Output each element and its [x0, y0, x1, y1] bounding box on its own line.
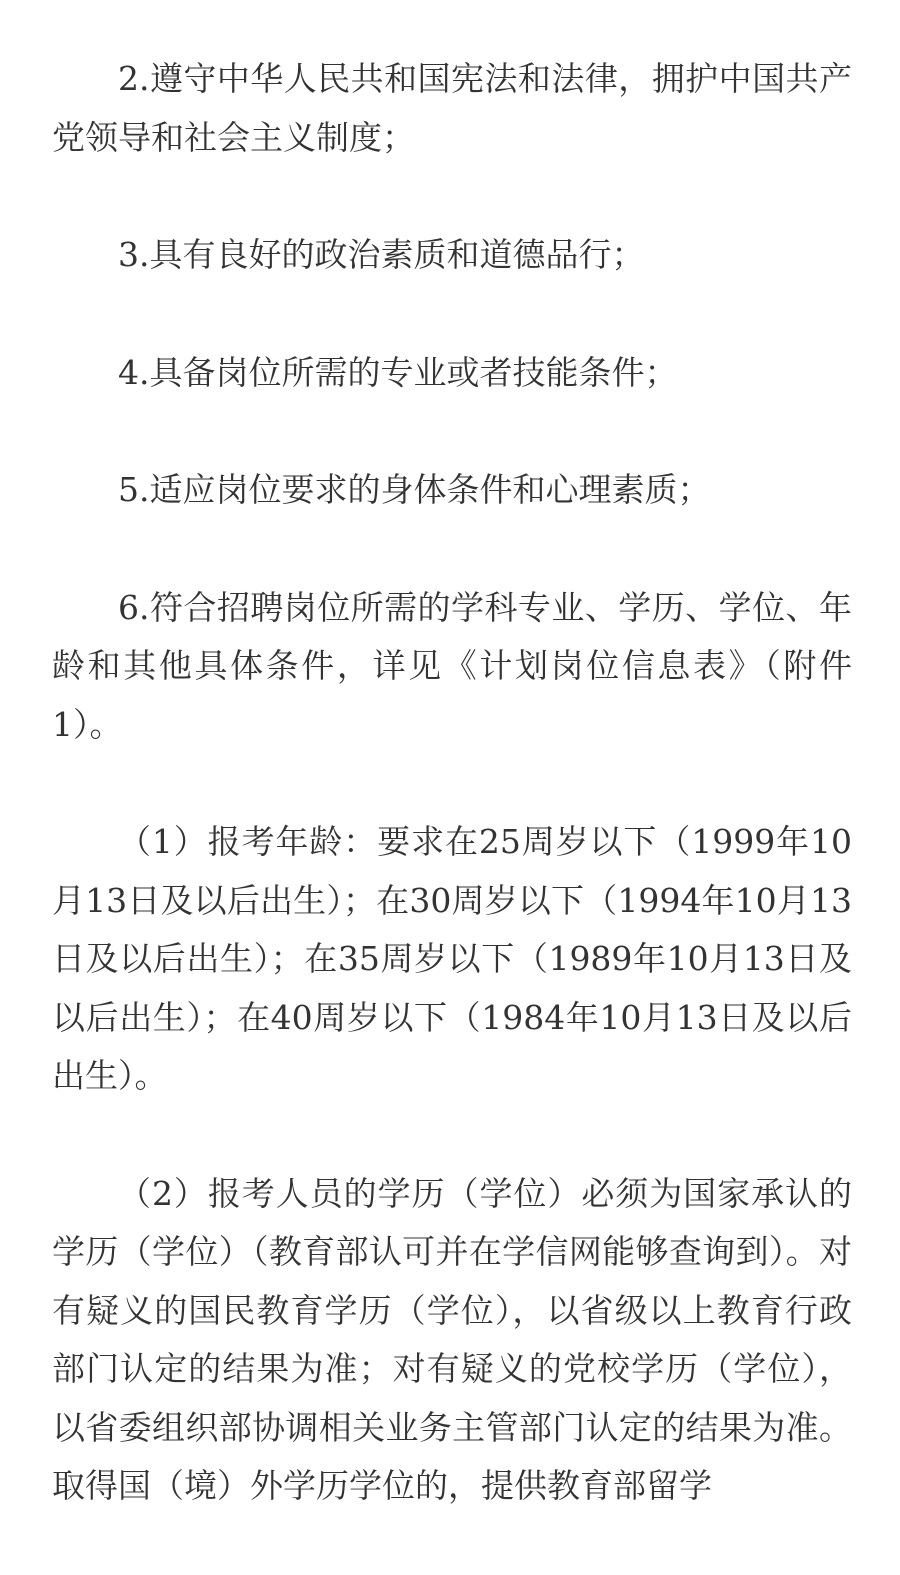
article-body: [52, 50, 852, 1575]
age-requirement-paragraph: （1）报考年龄：要求在25周岁以下（1999年10月13日及以后出生）；在30周岁以下（1994年10月13日及以后出生）；在35周岁以下（1989年10月13日及以后出生）；在40周岁以下（1984年10月13日及以后出生）。: [52, 822, 852, 1095]
requirement-paragraph-6: 6.符合招聘岗位所需的学科专业、学历、学位、年龄和其他具体条件，详见《计划岗位信息表》（附件1）。: [52, 587, 852, 744]
requirement-paragraph-5: 5.适应岗位要求的身体条件和心理素质；: [118, 470, 711, 509]
education-requirement-paragraph: （2）报考人员的学历（学位）必须为国家承认的学历（学位）（教育部认可并在学信网能够查询到）。对有疑义的国民教育学历（学位），以省级以上教育行政部门认定的结果为准；对有疑义的党校学历（学位），以省委组织部协调相关业务主管部门认定的结果为准。取得国（境）外学历学位的，提供教育部留学: [52, 1173, 852, 1505]
requirement-paragraph-2: 2.遵守中华人民共和国宪法和法律，拥护中国共产党领导和社会主义制度；: [52, 59, 852, 157]
requirement-paragraph-3: 3.具有良好的政治素质和道德品行；: [118, 235, 645, 274]
requirement-paragraph-4: 4.具备岗位所需的专业或者技能条件；: [118, 352, 678, 392]
